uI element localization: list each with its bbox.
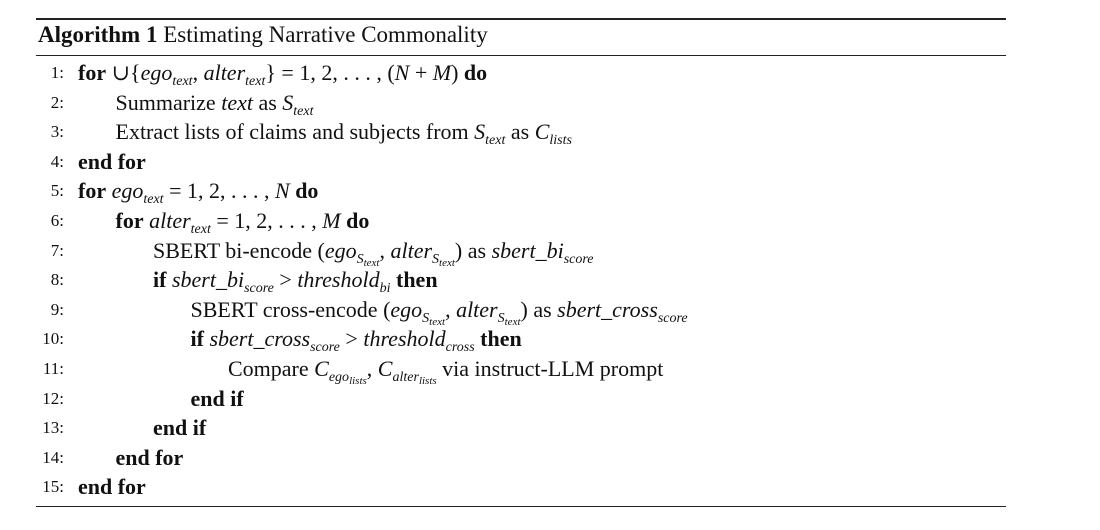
line-number: 2:	[50, 92, 64, 112]
bottom-rule	[36, 506, 1006, 507]
line-number: 5:	[50, 181, 64, 201]
algorithm-line	[36, 295, 1006, 328]
line-code: Extract lists of claims and subjects from $S_{text}$ as $C_{lists}$	[115, 119, 572, 149]
algorithm-line	[36, 117, 1006, 147]
algorithm-line	[36, 265, 1006, 295]
line-code: Compare $C_{ego_{lists}}$, $C_{alter_{lists}}$ via instruct-LLM prompt	[228, 355, 664, 387]
algorithm-line	[36, 384, 1006, 414]
algorithm-line	[36, 413, 1006, 443]
algorithm-line	[36, 324, 1006, 354]
algorithm-line	[36, 88, 1006, 118]
line-number: 9:	[50, 299, 64, 319]
line-code: end if	[153, 415, 207, 441]
line-number: 4:	[50, 151, 64, 171]
line-number: 7:	[50, 240, 64, 260]
line-code: Summarize text as $S_{text}$	[115, 89, 314, 119]
line-number: 8:	[50, 270, 64, 290]
line-code: SBERT bi-encode (ego$_{S_{text}}$, alter$_{S_{text}}$) as $sbert\_bi_{score}$	[153, 237, 594, 269]
algorithm-line	[36, 443, 1006, 473]
line-number: 1:	[50, 63, 64, 82]
line-code: for ego$_{text}$ = 1, 2, . . . , N do	[78, 178, 319, 208]
algorithm-caption	[36, 20, 1006, 50]
algorithm-title: Estimating Narrative Commonality	[163, 22, 488, 47]
line-code: end for	[115, 444, 184, 470]
algorithm-block	[36, 18, 1006, 507]
line-number: 10:	[42, 329, 64, 349]
line-number: 15:	[42, 477, 64, 497]
line-code: end if	[190, 385, 244, 411]
algorithm-lines	[36, 56, 1006, 506]
line-number: 12:	[42, 388, 64, 408]
algorithm-line	[36, 472, 1006, 502]
algorithm-line	[36, 176, 1006, 206]
line-number: 14:	[42, 447, 64, 467]
line-code: end for	[78, 474, 146, 500]
algorithm-line	[36, 236, 1006, 269]
line-number: 3:	[50, 122, 64, 142]
line-number: 11:	[42, 358, 64, 378]
line-number: 6:	[50, 210, 64, 230]
line-code: end for	[78, 148, 146, 174]
line-code: for ∪{ego$_{text}$, alter$_{text}$} = 1, 2, . . . , (N + M) do	[78, 60, 488, 89]
algorithm-line	[36, 147, 1006, 177]
algorithm-line	[36, 354, 1006, 387]
line-code: if sbert_cross$_{score}$ > threshold$_{cross}$ then	[190, 326, 522, 356]
line-code: SBERT cross-encode (ego$_{S_{text}}$, alter$_{S_{text}}$) as sbert_cross$_{score}$	[190, 296, 688, 328]
algorithm-line	[36, 206, 1006, 236]
algorithm-line	[36, 58, 1006, 88]
line-code: if $sbert\_bi_{score}$ > threshold$_{bi}$ then	[153, 267, 438, 297]
algorithm-label: Algorithm 1	[38, 22, 158, 47]
line-number: 13:	[42, 418, 64, 438]
line-code: for alter$_{text}$ = 1, 2, . . . , M do	[115, 207, 370, 237]
